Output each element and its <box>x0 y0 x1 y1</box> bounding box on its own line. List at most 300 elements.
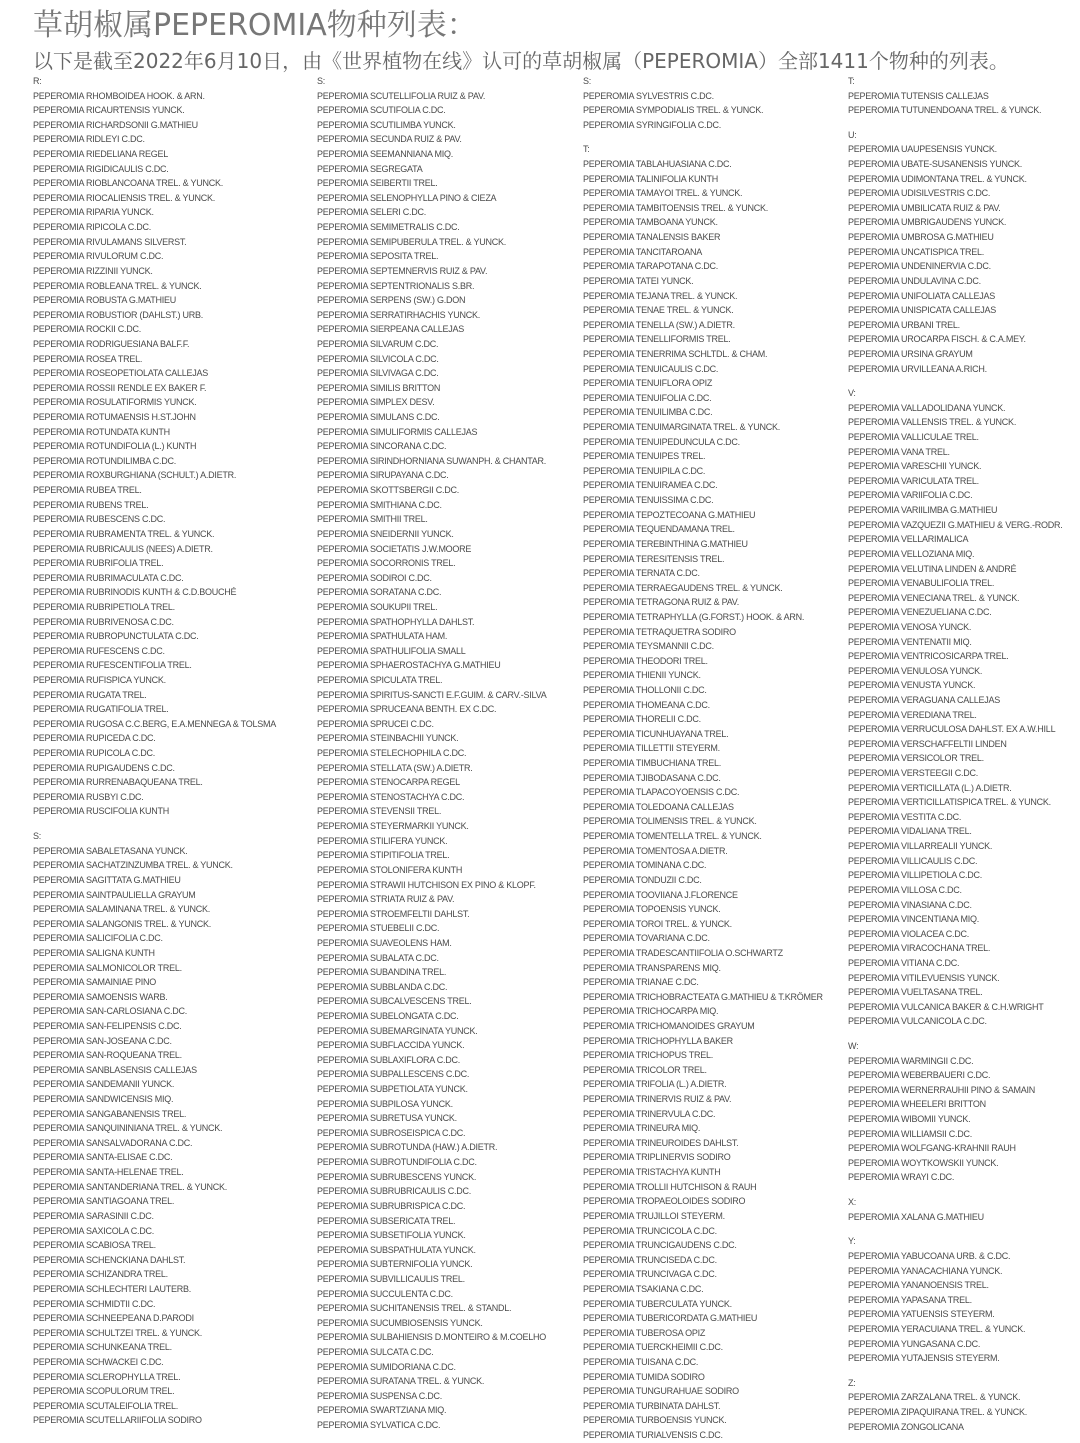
species-name: PEPEROMIA VALLENSIS TREL. & YUNCK. <box>848 417 1017 428</box>
species-name: PEPEROMIA STENOCARPA REGEL <box>317 777 460 788</box>
species-name: PEPEROMIA RUPICOLA C.DC. <box>33 748 156 759</box>
species-name: PEPEROMIA VALLADOLIDANA YUNCK. <box>848 402 1006 413</box>
species-name: PEPEROMIA TENUILIMBA C.DC. <box>583 407 713 418</box>
species-name: PEPEROMIA RUBRAMENTA TREL. & YUNCK. <box>33 528 215 539</box>
species-name: PEPEROMIA SELERI C.DC. <box>317 207 427 218</box>
species-name: PEPEROMIA ZIPAQUIRANA TREL. & YUNCK. <box>848 1407 1028 1418</box>
species-name: PEPEROMIA SUCUMBIOSENSIS YUNCK. <box>317 1317 483 1328</box>
species-name: PEPEROMIA SPIRITUS-SANCTI E.F.GUIM. & CARV.-SILVA <box>317 689 547 700</box>
species-name: PEPEROMIA SAN-FELIPENSIS C.DC. <box>33 1021 182 1031</box>
species-name: PEPEROMIA SUBSPATHULATA YUNCK. <box>317 1244 476 1255</box>
species-name: PEPEROMIA SPHAEROSTACHYA G.MATHIEU <box>317 660 501 671</box>
species-name: PEPEROMIA SIMPLEX DESV. <box>317 397 435 408</box>
species-name: PEPEROMIA SYLVESTRIS C.DC. <box>583 90 714 101</box>
species-name: PEPEROMIA STROEMFELTII DAHLST. <box>317 908 470 919</box>
species-name: PEPEROMIA ZONGOLICANA <box>848 1421 964 1432</box>
species-name: PEPEROMIA TROLLII HUTCHISON & RAUH <box>583 1181 757 1192</box>
species-name: PEPEROMIA STEVENSII TREL. <box>317 806 442 817</box>
species-name: PEPEROMIA SCUTELLIFOLIA RUIZ & PAV. <box>317 90 486 101</box>
species-name: PEPEROMIA SUBSERICATA TREL. <box>317 1215 456 1226</box>
species-name: PEPEROMIA STRIATA RUIZ & PAV. <box>317 894 455 905</box>
species-name: PEPEROMIA SUBELONGATA C.DC. <box>317 1011 459 1021</box>
species-name: PEPEROMIA SPATHOPHYLLA DAHLST. <box>317 616 475 627</box>
species-name: PEPEROMIA SEPTEMNERVIS RUIZ & PAV. <box>317 265 488 276</box>
species-name: PEPEROMIA VALLICULAE TREL. <box>848 432 979 443</box>
species-name: PEPEROMIA TSAKIANA C.DC. <box>583 1283 704 1294</box>
section-gap <box>33 819 305 829</box>
species-name: PEPEROMIA VERSTEEGII C.DC. <box>848 768 979 779</box>
species-name: PEPEROMIA VENOSA YUNCK. <box>848 621 972 632</box>
species-name: PEPEROMIA TOOVIIANA J.FLORENCE <box>583 889 738 900</box>
species-name: PEPEROMIA UBATE-SUSANENSIS YUNCK. <box>848 159 1022 170</box>
species-name: PEPEROMIA SALANGONIS TREL. & YUNCK. <box>33 918 211 929</box>
species-name: PEPEROMIA SORATANA C.DC. <box>317 587 442 598</box>
species-name: PEPEROMIA SALMONICOLOR TREL. <box>33 962 182 973</box>
species-name: PEPEROMIA UNIFOLIATA CALLEJAS <box>848 290 995 301</box>
species-name: PEPEROMIA SCLEROPHYLLA TREL. <box>33 1371 181 1382</box>
species-name: PEPEROMIA SMITHII TREL. <box>317 514 428 525</box>
species-name: PEPEROMIA YUTAJENSIS STEYERM. <box>848 1353 1000 1364</box>
species-name: PEPEROMIA SINCORANA C.DC. <box>317 441 447 452</box>
species-name: PEPEROMIA TOVARIANA C.DC. <box>583 933 710 944</box>
species-name: PEPEROMIA SAN-JOSEANA C.DC. <box>33 1035 172 1046</box>
species-name: PEPEROMIA RIGIDICAULIS C.DC. <box>33 163 169 174</box>
species-name: PEPEROMIA UNDULAVINA C.DC. <box>848 275 981 286</box>
species-name: PEPEROMIA VARICULATA TREL. <box>848 475 979 486</box>
section-letter-heading: T: <box>848 76 855 86</box>
species-name: PEPEROMIA RIDLEYI C.DC. <box>33 134 145 145</box>
species-name: PEPEROMIA ROCKII C.DC. <box>33 324 142 335</box>
species-name: PEPEROMIA TENUIPES TREL. <box>583 451 706 462</box>
species-name: PEPEROMIA SCHENCKIANA DAHLST. <box>33 1254 186 1265</box>
species-name: PEPEROMIA WHEELERI BRITTON <box>848 1099 986 1110</box>
species-name: PEPEROMIA SALAMINANA TREL. & YUNCK. <box>33 904 210 915</box>
species-name: PEPEROMIA TETRAPHYLLA (G.FORST.) HOOK. & ARN. <box>583 611 805 622</box>
species-name: PEPEROMIA VIRACOCHANA TREL. <box>848 943 991 954</box>
species-name: PEPEROMIA VEREDIANA TREL. <box>848 709 977 720</box>
species-name: PEPEROMIA YATUENSIS STEYERM. <box>848 1309 995 1320</box>
species-name: PEPEROMIA THOMEANA C.DC. <box>583 699 710 710</box>
species-name: PEPEROMIA ROTUMAENSIS H.ST.JOHN <box>33 412 196 423</box>
species-name: PEPEROMIA UDISILVESTRIS C.DC. <box>848 188 991 199</box>
species-name: PEPEROMIA TRICHOPUS TREL. <box>583 1050 713 1061</box>
species-name: PEPEROMIA URSINA GRAYUM <box>848 348 973 359</box>
species-name: PEPEROMIA STEINBACHII YUNCK. <box>317 733 459 744</box>
species-name: PEPEROMIA TRINERVIS RUIZ & PAV. <box>583 1094 732 1105</box>
species-name: PEPEROMIA SUBFLACCIDA YUNCK. <box>317 1040 465 1051</box>
species-name: PEPEROMIA SCHNEEPEANA D.PARODI <box>33 1313 194 1324</box>
species-name: PEPEROMIA TRUNCIGAUDENS C.DC. <box>583 1240 737 1251</box>
species-name: PEPEROMIA TOROI TREL. & YUNCK. <box>583 918 732 929</box>
species-name: PEPEROMIA TUNGURAHUAE SODIRO <box>583 1386 739 1397</box>
species-name: PEPEROMIA VILLICAULIS C.DC. <box>848 855 978 866</box>
species-name: PEPEROMIA TOLEDOANA CALLEJAS <box>583 801 734 812</box>
species-name: PEPEROMIA VINCENTIANA MIQ. <box>848 914 980 925</box>
species-name: PEPEROMIA WARMINGII C.DC. <box>848 1055 974 1066</box>
species-name: PEPEROMIA RICAURTENSIS YUNCK. <box>33 105 185 116</box>
species-name: PEPEROMIA TRICHOBRACTEATA G.MATHIEU & T.KRÖMER <box>583 991 823 1002</box>
species-name: PEPEROMIA SIRUPAYANA C.DC. <box>317 470 449 481</box>
species-name: PEPEROMIA VERAGUANA CALLEJAS <box>848 694 1001 705</box>
species-name: PEPEROMIA UAUPESENSIS YUNCK. <box>848 144 997 155</box>
species-name: PEPEROMIA RUGATIFOLIA TREL. <box>33 704 169 715</box>
species-name: PEPEROMIA TAMBOANA YUNCK. <box>583 217 718 228</box>
species-name: PEPEROMIA ROTUNDILIMBA C.DC. <box>33 455 177 466</box>
species-name: PEPEROMIA SERRATIRHACHIS YUNCK. <box>317 309 480 320</box>
species-name: PEPEROMIA SAGITTATA G.MATHIEU <box>33 874 181 885</box>
species-name: PEPEROMIA RHOMBOIDEA HOOK. & ARN. <box>33 90 205 101</box>
species-name: PEPEROMIA UNISPICATA CALLEJAS <box>848 305 996 316</box>
species-name: PEPEROMIA RICHARDSONII G.MATHIEU <box>33 119 198 130</box>
species-name: PEPEROMIA YUNGASANA C.DC. <box>848 1338 981 1349</box>
species-name: PEPEROMIA SUBVILLICAULIS TREL. <box>317 1273 465 1284</box>
species-name: PEPEROMIA SAXICOLA C.DC. <box>33 1225 155 1236</box>
species-name: PEPEROMIA TEPOZTECOANA G.MATHIEU <box>583 509 756 520</box>
species-name: PEPEROMIA SCABIOSA TREL. <box>33 1240 156 1251</box>
species-name: PEPEROMIA SANQUININIANA TREL. & YUNCK. <box>33 1123 223 1134</box>
species-name: PEPEROMIA TURIALVENSIS C.DC. <box>583 1430 723 1441</box>
species-name: PEPEROMIA SUBRUBRICAULIS C.DC. <box>317 1186 472 1197</box>
species-name: PEPEROMIA TUBERICORDATA G.MATHIEU <box>583 1313 758 1324</box>
species-name: PEPEROMIA VILLOSA C.DC. <box>848 884 962 895</box>
species-name: PEPEROMIA VIOLACEA C.DC. <box>848 928 970 939</box>
species-name: PEPEROMIA TEJANA TREL. & YUNCK. <box>583 290 738 301</box>
species-name: PEPEROMIA SYMPODIALIS TREL. & YUNCK. <box>583 105 764 116</box>
species-name: PEPEROMIA TLAPACOYOENSIS C.DC. <box>583 787 740 798</box>
species-name: PEPEROMIA RUBRIVENOSA C.DC. <box>33 616 174 627</box>
species-name: PEPEROMIA WRAYI C.DC. <box>848 1172 955 1183</box>
species-name: PEPEROMIA SODIROI C.DC. <box>317 572 432 583</box>
species-name: PEPEROMIA SUBPALLESCENS C.DC. <box>317 1069 470 1080</box>
species-name: PEPEROMIA TRINERVULA C.DC. <box>583 1108 716 1119</box>
species-name: PEPEROMIA UNCATISPICA TREL. <box>848 246 984 257</box>
species-name: PEPEROMIA SULCATA C.DC. <box>317 1347 434 1358</box>
species-name: PEPEROMIA ROSSII RENDLE EX BAKER F. <box>33 382 207 393</box>
species-name: PEPEROMIA TROPAEOLOIDES SODIRO <box>583 1196 746 1207</box>
species-name: PEPEROMIA VARIILIMBA G.MATHIEU <box>848 505 998 516</box>
species-name: PEPEROMIA SUBLAXIFLORA C.DC. <box>317 1054 461 1065</box>
species-name: PEPEROMIA VENTENATII MIQ. <box>848 636 972 647</box>
species-name: PEPEROMIA UNDENINERVIA C.DC. <box>848 261 991 272</box>
species-name: PEPEROMIA SEPTENTRIONALIS S.BR. <box>317 280 475 291</box>
species-name: PEPEROMIA URVILLEANA A.RICH. <box>848 363 987 374</box>
species-name: PEPEROMIA RUGOSA C.C.BERG, E.A.MENNEGA & TOLSMA <box>33 718 276 729</box>
species-name: PEPEROMIA SAN-CARLOSIANA C.DC. <box>33 1006 188 1017</box>
species-name: PEPEROMIA SUBRETUSA YUNCK. <box>317 1113 457 1124</box>
species-name: PEPEROMIA STEYERMARKII YUNCK. <box>317 821 469 832</box>
species-name: PEPEROMIA SPRUCEI C.DC. <box>317 718 434 729</box>
species-name: PEPEROMIA RIEDELIANA REGEL <box>33 149 169 160</box>
species-name: PEPEROMIA UDIMONTANA TREL. & YUNCK. <box>848 173 1027 184</box>
species-name: PEPEROMIA SECUNDA RUIZ & PAV. <box>317 134 462 145</box>
species-name: PEPEROMIA SILVARUM C.DC. <box>317 338 439 349</box>
species-name: PEPEROMIA UMBILICATA RUIZ & PAV. <box>848 202 1001 213</box>
species-name: PEPEROMIA SABALETASANA YUNCK. <box>33 845 188 856</box>
species-name: PEPEROMIA TRUNCICOLA C.DC. <box>583 1225 717 1236</box>
species-name: PEPEROMIA YABUCOANA URB. & C.DC. <box>848 1250 1011 1261</box>
species-name: PEPEROMIA RUGATA TREL. <box>33 689 147 700</box>
species-name: PEPEROMIA SAMOENSIS WARB. <box>33 991 168 1002</box>
species-name: PEPEROMIA WOLFGANG-KRAHNII RAUH <box>848 1143 1016 1154</box>
species-name: PEPEROMIA STILIFERA YUNCK. <box>317 835 448 846</box>
species-name: PEPEROMIA SANBLASENSIS CALLEJAS <box>33 1064 197 1075</box>
species-name: PEPEROMIA VAZQUEZII G.MATHIEU & VERG.-RODR. <box>848 519 1063 530</box>
species-name: PEPEROMIA TERRAEGAUDENS TREL. & YUNCK. <box>583 582 783 593</box>
species-name: PEPEROMIA VELLOZIANA MIQ. <box>848 548 975 559</box>
species-name: PEPEROMIA SUBRUBRISPICA C.DC. <box>317 1200 466 1211</box>
species-name: PEPEROMIA YAPASANA TREL. <box>848 1294 972 1305</box>
species-name: PEPEROMIA TAMBITOENSIS TREL. & YUNCK. <box>583 202 768 213</box>
species-name: PEPEROMIA SCHULTZEI TREL. & YUNCK. <box>33 1327 203 1338</box>
species-name: PEPEROMIA SEPOSITA TREL. <box>317 251 439 262</box>
species-name: PEPEROMIA RUBESCENS C.DC. <box>33 514 166 525</box>
species-name: PEPEROMIA VITIANA C.DC. <box>848 957 960 968</box>
species-name: PEPEROMIA RUSBYI C.DC. <box>33 791 144 802</box>
species-name: PEPEROMIA TUISANA C.DC. <box>583 1357 699 1368</box>
species-name: PEPEROMIA TENUIPEDUNCULA C.DC. <box>583 436 740 447</box>
species-name: PEPEROMIA ZARZALANA TREL. & YUNCK. <box>848 1392 1021 1403</box>
species-name: PEPEROMIA SUBSETIFOLIA YUNCK. <box>317 1230 466 1241</box>
species-name: PEPEROMIA TUTENSIS CALLEJAS <box>848 90 989 101</box>
species-name: PEPEROMIA SANTA-HELENAE TREL. <box>33 1167 184 1178</box>
species-name: PEPEROMIA SUBTERNIFOLIA YUNCK. <box>317 1259 473 1270</box>
species-name: PEPEROMIA TENERRIMA SCHLTDL. & CHAM. <box>583 348 768 359</box>
species-name: PEPEROMIA SUMIDORIANA C.DC. <box>317 1361 456 1372</box>
species-name: PEPEROMIA RIOCALIENSIS TREL. & YUNCK. <box>33 192 215 203</box>
species-name: PEPEROMIA ROXBURGHIANA (SCHULT.) A.DIETR. <box>33 470 237 481</box>
species-name: PEPEROMIA ROSEOPETIOLATA CALLEJAS <box>33 368 208 379</box>
species-name: PEPEROMIA SANSALVADORANA C.DC. <box>33 1137 193 1148</box>
species-name: PEPEROMIA TRUNCISEDA C.DC. <box>583 1254 717 1265</box>
species-name: PEPEROMIA TOPOENSIS YUNCK. <box>583 904 721 915</box>
section-letter-heading: U: <box>848 129 857 140</box>
species-name: PEPEROMIA TOMINANA C.DC. <box>583 860 707 871</box>
species-name: PEPEROMIA TENUIPILA C.DC. <box>583 465 706 476</box>
species-name: PEPEROMIA RUBROPUNCTULATA C.DC. <box>33 631 199 642</box>
species-name: PEPEROMIA SURATANA TREL. & YUNCK. <box>317 1376 485 1387</box>
species-name: PEPEROMIA SUBCALVESCENS TREL. <box>317 996 472 1007</box>
species-name: PEPEROMIA SIMULANS C.DC. <box>317 412 440 423</box>
species-column-1 <box>33 74 305 1428</box>
species-name: PEPEROMIA SOCIETATIS J.W.MOORE <box>317 543 472 554</box>
species-name: PEPEROMIA VENTRICOSICARPA TREL. <box>848 651 1009 662</box>
species-name: PEPEROMIA SCHLECHTERI LAUTERB. <box>33 1283 192 1294</box>
species-name: PEPEROMIA SUBBLANDA C.DC. <box>317 981 448 992</box>
species-name: PEPEROMIA RUPICEDA C.DC. <box>33 733 156 744</box>
species-name: PEPEROMIA SELENOPHYLLA PINO & CIEZA <box>317 192 497 203</box>
species-name: PEPEROMIA TENAE TREL. & YUNCK. <box>583 305 734 316</box>
species-name: PEPEROMIA VITILEVUENSIS YUNCK. <box>848 972 1000 983</box>
species-name: PEPEROMIA VERSCHAFFELTII LINDEN <box>848 738 1007 749</box>
species-name: PEPEROMIA SPATHULATA HAM. <box>317 631 448 642</box>
species-name: PEPEROMIA SILVICOLA C.DC. <box>317 353 439 364</box>
section-gap <box>848 1029 1078 1039</box>
species-name: PEPEROMIA SANGABANENSIS TREL. <box>33 1108 187 1119</box>
species-name: PEPEROMIA VENABULIFOLIA TREL. <box>848 578 995 589</box>
section-letter-heading: X: <box>848 1197 857 1208</box>
species-name: PEPEROMIA STENOSTACHYA C.DC. <box>317 791 465 802</box>
species-name: PEPEROMIA RUBRINODIS KUNTH & C.D.BOUCHÉ <box>33 587 237 598</box>
species-name: PEPEROMIA SUBROSEISPICA C.DC. <box>317 1127 466 1138</box>
species-name: PEPEROMIA SIERPEANA CALLEJAS <box>317 324 465 335</box>
section-gap <box>848 376 1078 386</box>
section-letter-heading: Y: <box>848 1236 856 1247</box>
species-name: PEPEROMIA ROTUNDIFOLIA (L.) KUNTH <box>33 441 197 452</box>
species-name: PEPEROMIA WOYTKOWSKII YUNCK. <box>848 1157 999 1168</box>
species-name: PEPEROMIA RIZZINII YUNCK. <box>33 265 153 276</box>
species-name: PEPEROMIA SCOPULORUM TREL. <box>33 1386 175 1397</box>
species-name: PEPEROMIA TERNATA C.DC. <box>583 568 700 579</box>
species-name: PEPEROMIA SALICIFOLIA C.DC. <box>33 933 163 944</box>
species-name: PEPEROMIA RUFISPICA YUNCK. <box>33 674 166 685</box>
species-name: PEPEROMIA SCUTELLARIIFOLIA SODIRO <box>33 1415 202 1426</box>
species-name: PEPEROMIA TOMENTELLA TREL. & YUNCK. <box>583 831 762 842</box>
species-name: PEPEROMIA SUCHITANENSIS TREL. & STANDL. <box>317 1303 512 1314</box>
species-name: PEPEROMIA URBANI TREL. <box>848 319 960 330</box>
species-name: PEPEROMIA SEIBERTII TREL. <box>317 178 438 189</box>
species-name: PEPEROMIA RUBENS TREL. <box>33 499 149 510</box>
species-name: PEPEROMIA THORELII C.DC. <box>583 714 701 725</box>
species-name: PEPEROMIA SUBROTUNDA (HAW.) A.DIETR. <box>317 1142 498 1153</box>
species-name: PEPEROMIA TURBOENSIS YUNCK. <box>583 1415 727 1426</box>
species-name: PEPEROMIA SCHIZANDRA TREL. <box>33 1269 168 1280</box>
species-name: PEPEROMIA XALANA G.MATHIEU <box>848 1211 984 1222</box>
species-name: PEPEROMIA SEEMANNIANA MIQ. <box>317 149 454 160</box>
species-name: PEPEROMIA TATEI YUNCK. <box>583 275 694 286</box>
species-name: PEPEROMIA VANA TREL. <box>848 446 950 457</box>
species-name: PEPEROMIA UROCARPA FISCH. & C.A.MEY. <box>848 334 1026 345</box>
species-name: PEPEROMIA ROTUNDATA KUNTH <box>33 426 170 437</box>
species-name: PEPEROMIA ROSEA TREL. <box>33 353 143 364</box>
species-name: PEPEROMIA VULCANICA BAKER & C.H.WRIGHT <box>848 1001 1044 1012</box>
species-name: PEPEROMIA TENUIFLORA OPIZ <box>583 378 713 389</box>
species-name: PEPEROMIA SUCCULENTA C.DC. <box>317 1288 453 1299</box>
species-name: PEPEROMIA RUBEA TREL. <box>33 485 142 496</box>
species-name: PEPEROMIA STUEBELII C.DC. <box>317 923 440 934</box>
species-name: PEPEROMIA VELLARIMALICA <box>848 534 969 545</box>
species-name: PEPEROMIA VERTICILLATISPICA TREL. & YUNCK. <box>848 797 1051 808</box>
species-name: PEPEROMIA TILLETTII STEYERM. <box>583 743 720 754</box>
species-name: PEPEROMIA SILVIVAGA C.DC. <box>317 368 439 379</box>
species-name: PEPEROMIA TRICHOPHYLLA BAKER <box>583 1035 733 1046</box>
species-name: PEPEROMIA SCHMIDTII C.DC. <box>33 1298 156 1309</box>
species-name: PEPEROMIA SCHWACKEI C.DC. <box>33 1357 164 1368</box>
species-name: PEPEROMIA SKOTTSBERGII C.DC. <box>317 485 460 496</box>
species-name: PEPEROMIA ROBUSTIOR (DAHLST.) URB. <box>33 309 204 320</box>
species-name: PEPEROMIA SUBROTUNDIFOLIA C.DC. <box>317 1157 477 1168</box>
species-name: PEPEROMIA TRIPLINERVIS SODIRO <box>583 1152 731 1163</box>
species-name: PEPEROMIA VARESCHII YUNCK. <box>848 461 982 472</box>
species-name: PEPEROMIA SEMIPUBERULA TREL. & YUNCK. <box>317 236 506 247</box>
species-name: PEPEROMIA TUBERCULATA YUNCK. <box>583 1298 732 1309</box>
species-name: PEPEROMIA VELUTINA LINDEN & ANDRÉ <box>848 563 1017 574</box>
species-name: PEPEROMIA SUBPETIOLATA YUNCK. <box>317 1084 468 1095</box>
species-name: PEPEROMIA SCUTILIMBA YUNCK. <box>317 119 456 130</box>
species-name: PEPEROMIA VESTITA C.DC. <box>848 811 962 822</box>
species-name: PEPEROMIA VULCANICOLA C.DC. <box>848 1016 987 1027</box>
species-name: PEPEROMIA RODRIGUESIANA BALF.F. <box>33 338 190 349</box>
species-name: PEPEROMIA WEBERBAUERI C.DC. <box>848 1070 991 1081</box>
species-name: PEPEROMIA THIENII YUNCK. <box>583 670 701 681</box>
species-name: PEPEROMIA VINASIANA C.DC. <box>848 899 972 910</box>
species-name: PEPEROMIA SIRINDHORNIANA SUWANPH. & CHANTAR. <box>317 455 547 466</box>
species-name: PEPEROMIA TONDUZII C.DC. <box>583 874 702 885</box>
species-name: PEPEROMIA YERACUIANA TREL. & YUNCK. <box>848 1323 1026 1334</box>
species-name: PEPEROMIA VILLIPETIOLA C.DC. <box>848 870 983 881</box>
species-name: PEPEROMIA SOCORRONIS TREL. <box>317 558 456 569</box>
species-name: PEPEROMIA SACHATZINZUMBA TREL. & YUNCK. <box>33 860 233 871</box>
species-name: PEPEROMIA THEODORI TREL. <box>583 655 708 666</box>
species-name: PEPEROMIA TANALENSIS BAKER <box>583 232 721 243</box>
species-name: PEPEROMIA TETRAGONA RUIZ & PAV. <box>583 597 739 608</box>
species-name: PEPEROMIA SIMILIS BRITTON <box>317 382 441 393</box>
species-name: PEPEROMIA RIPICOLA C.DC. <box>33 222 152 233</box>
species-name: PEPEROMIA SMITHIANA C.DC. <box>317 499 442 510</box>
species-name: PEPEROMIA TRUNCIVAGA C.DC. <box>583 1269 717 1280</box>
species-name: PEPEROMIA TRICOLOR TREL. <box>583 1064 707 1075</box>
species-name: PEPEROMIA VENUSTA YUNCK. <box>848 680 976 691</box>
species-name: PEPEROMIA SUBRUBESCENS YUNCK. <box>317 1171 477 1182</box>
species-name: PEPEROMIA TARAPOTANA C.DC. <box>583 261 719 272</box>
species-name: PEPEROMIA SUBALATA C.DC. <box>317 952 439 963</box>
species-name: PEPEROMIA SYRINGIFOLIA C.DC. <box>583 119 722 130</box>
species-name: PEPEROMIA SERPENS (SW.) G.DON <box>317 295 466 306</box>
species-name: PEPEROMIA SCHUNKEANA TREL. <box>33 1342 172 1353</box>
species-name: PEPEROMIA SANDEMANII YUNCK. <box>33 1079 175 1090</box>
section-letter-heading: Z: <box>848 1377 856 1388</box>
species-name: PEPEROMIA RIVULORUM C.DC. <box>33 251 164 262</box>
species-name: PEPEROMIA TETRAQUETRA SODIRO <box>583 626 736 637</box>
section-gap <box>848 1185 1078 1195</box>
species-name: PEPEROMIA TEQUENDAMANA TREL. <box>583 524 735 535</box>
species-name: PEPEROMIA TEYSMANNII C.DC. <box>583 641 714 652</box>
species-name: PEPEROMIA STIPITIFOLIA TREL. <box>317 850 450 861</box>
species-name: PEPEROMIA SANDWICENSIS MIQ. <box>33 1094 174 1105</box>
species-name: PEPEROMIA SANTANDERIANA TREL. & YUNCK. <box>33 1181 228 1192</box>
species-name: PEPEROMIA TENUICAULIS C.DC. <box>583 363 719 374</box>
species-name: PEPEROMIA RUSCIFOLIA KUNTH <box>33 806 170 817</box>
species-name: PEPEROMIA SIMULIFORMIS CALLEJAS <box>317 426 478 437</box>
species-name: PEPEROMIA SEMIMETRALIS C.DC. <box>317 222 460 233</box>
species-name: PEPEROMIA ROBLEANA TREL. & YUNCK. <box>33 280 202 291</box>
species-name: PEPEROMIA TALINIFOLIA KUNTH <box>583 173 718 184</box>
species-name: PEPEROMIA SWARTZIANA MIQ. <box>317 1405 447 1416</box>
species-name: PEPEROMIA YANANOENSIS TREL. <box>848 1280 989 1291</box>
species-name: PEPEROMIA WIBOMII YUNCK. <box>848 1114 971 1125</box>
species-name: PEPEROMIA VENULOSA YUNCK. <box>848 665 983 676</box>
species-name: PEPEROMIA TOLIMENSIS TREL. & YUNCK. <box>583 816 757 827</box>
species-name: PEPEROMIA STELLATA (SW.) A.DIETR. <box>317 762 473 773</box>
species-name: PEPEROMIA VIDALIANA TREL. <box>848 826 972 837</box>
section-letter-heading: S: <box>583 76 592 86</box>
species-name: PEPEROMIA RUBRIMACULATA C.DC. <box>33 572 184 583</box>
species-name: PEPEROMIA SUAVEOLENS HAM. <box>317 937 452 948</box>
species-name: PEPEROMIA TRUJILLOI STEYERM. <box>583 1210 725 1221</box>
species-name: PEPEROMIA TRINEURA MIQ. <box>583 1123 701 1134</box>
species-name: PEPEROMIA SCUTALEIFOLIA TREL. <box>33 1400 178 1411</box>
species-name: PEPEROMIA SUSPENSA C.DC. <box>317 1390 443 1401</box>
species-name: PEPEROMIA SOUKUPII TREL. <box>317 601 438 612</box>
species-name: PEPEROMIA RUBRIFOLIA TREL. <box>33 558 164 569</box>
section-letter-heading: W: <box>848 1041 859 1051</box>
species-name: PEPEROMIA SULBAHIENSIS D.MONTEIRO & M.COELHO <box>317 1332 547 1343</box>
species-name: PEPEROMIA RIVULAMANS SILVERST. <box>33 236 187 247</box>
species-name: PEPEROMIA RIOBLANCOANA TREL. & YUNCK. <box>33 178 223 189</box>
species-name: PEPEROMIA THOLLONII C.DC. <box>583 684 707 695</box>
species-name: PEPEROMIA TJIBODASANA C.DC. <box>583 772 721 783</box>
species-name: PEPEROMIA TRISTACHYA KUNTH <box>583 1167 721 1178</box>
species-name: PEPEROMIA TENELLIFORMIS TREL. <box>583 334 731 345</box>
